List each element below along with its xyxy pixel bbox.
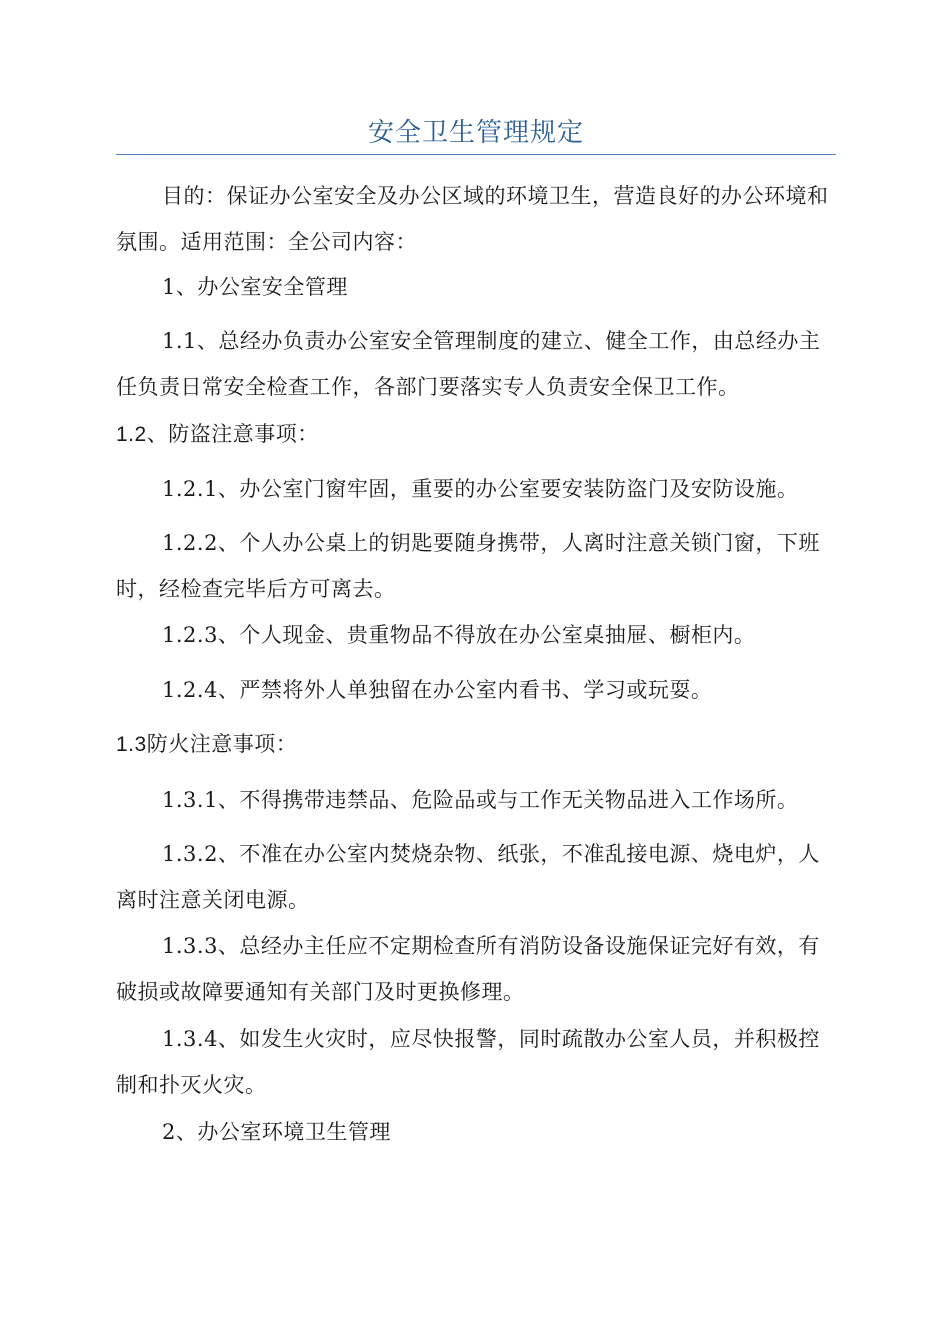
paragraph-1-2-3: 1.2.3、个人现金、贵重物品不得放在办公室桌抽屉、橱柜内。 [162, 623, 756, 647]
heading-1-2 [116, 411, 836, 458]
paragraph-1-2-4: 1.2.4、严禁将外人单独留在办公室内看书、学习或玩耍。 [162, 678, 713, 702]
paragraph-1-3-4: 1.3.4、如发生火灾时，应尽快报警，同时疏散办公室人员，并积极控制和扑灭火灾。 [116, 1027, 820, 1097]
heading-1-2-label: 、防盗注意事项： [146, 422, 319, 446]
paragraph-1-3-1: 1.3.1、不得携带违禁品、危险品或与工作无关物品进入工作场所。 [162, 788, 799, 812]
paragraph-1-3-3: 1.3.3、总经办主任应不定期检查所有消防设备设施保证完好有效，有破损或故障要通知有关部门及时更换修理。 [116, 934, 820, 1004]
paragraph-1-1: 1.1、总经办负责办公室安全管理制度的建立、健全工作，由总经办主任负责日常安全检查工作，各部门要落实专人负责安全保卫工作。 [116, 329, 821, 399]
paragraph-purpose: 目的：保证办公室安全及办公区域的环境卫生，营造良好的办公环境和氛围。适用范围：全公司内容： [116, 184, 829, 254]
heading-1-3-number: 1.3 [116, 733, 147, 756]
paragraph-1-2-2: 1.2.2、个人办公桌上的钥匙要随身携带，人离时注意关锁门窗，下班时，经检查完毕后方可离去。 [116, 531, 820, 601]
heading-1-2-number: 1.2 [116, 423, 147, 446]
heading-1-3 [116, 721, 836, 768]
heading-office-safety: 1、办公室安全管理 [162, 275, 348, 299]
title-divider [116, 154, 836, 155]
heading-office-hygiene: 2、办公室环境卫生管理 [162, 1120, 391, 1144]
paragraph-1-3-2: 1.3.2、不准在办公室内焚烧杂物、纸张，不准乱接电源、烧电炉，人离时注意关闭电源。 [116, 842, 820, 912]
heading-1-3-label: 防火注意事项： [146, 732, 298, 756]
document-title: 安全卫生管理规定 [367, 118, 584, 148]
paragraph-1-2-1: 1.2.1、办公室门窗牢固，重要的办公室要安装防盗门及安防设施。 [162, 477, 799, 501]
